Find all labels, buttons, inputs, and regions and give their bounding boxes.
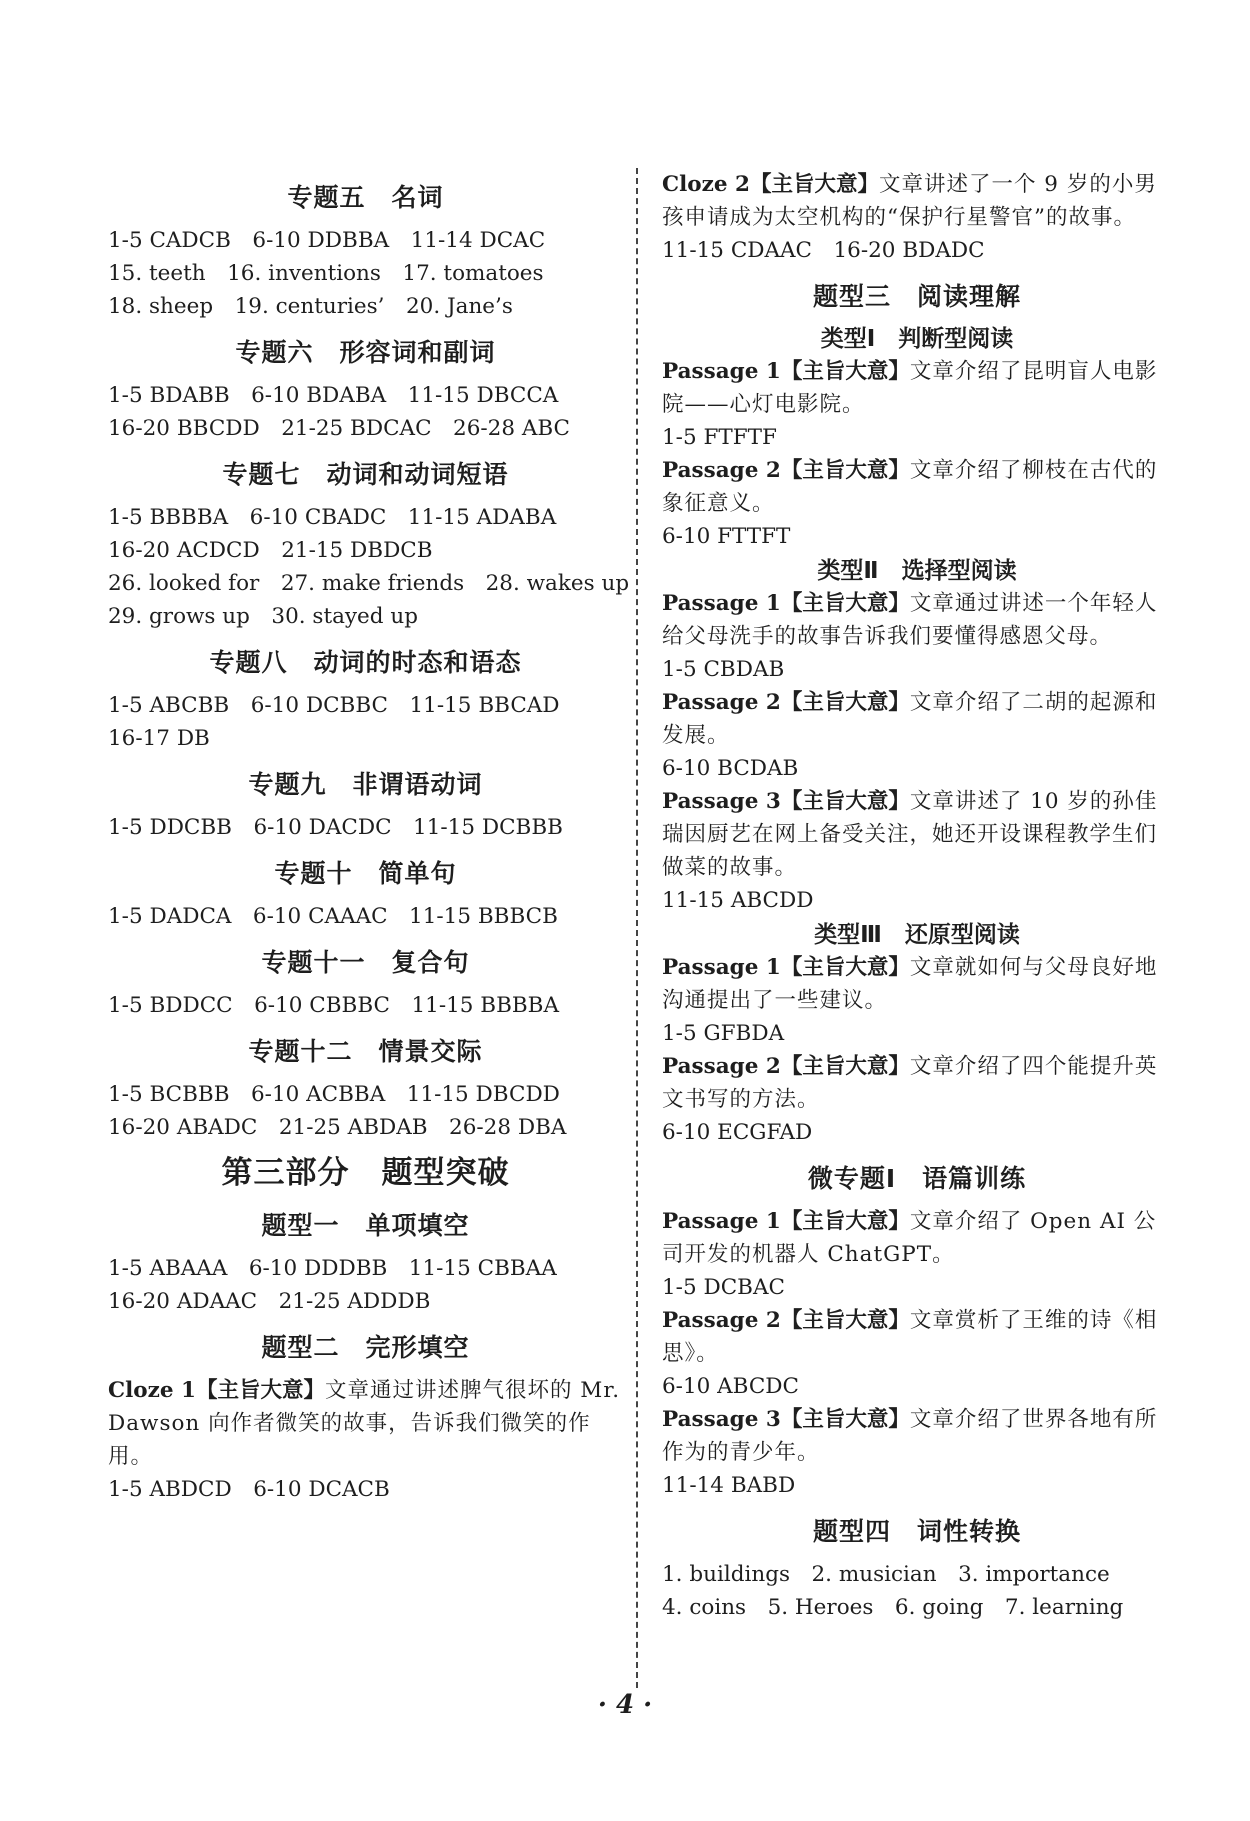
passage-summary (662, 1403, 1172, 1469)
passage-label: Passage 1【主旨大意】 (662, 591, 910, 616)
part-title: 第三部分 题型突破 (221, 1155, 510, 1191)
section-title: 专题十一 复合句 (261, 948, 470, 977)
answer-line: 6-10 BCDAB (662, 756, 799, 781)
section-title: 专题十 简单句 (274, 859, 457, 888)
passage-summary (662, 951, 1172, 1017)
subsection-title: 类型Ⅲ 还原型阅读 (814, 922, 1020, 948)
passage-text: 文章介绍了 Open AI 公司开发的机器人 ChatGPT。 (662, 1209, 1157, 1267)
passage-label: Passage 1【主旨大意】 (662, 359, 910, 384)
passage-summary (108, 1374, 623, 1473)
answer-line: 16-20 ADAAC 21-25 ADDDB (108, 1289, 431, 1314)
passage-text: 文章介绍了世界各地有所作为的青少年。 (662, 1407, 1158, 1465)
answer-line: 1-5 FTFTF (662, 425, 777, 450)
passage-label: Passage 1【主旨大意】 (662, 955, 910, 980)
subsection-title: 类型Ⅰ 判断型阅读 (820, 326, 1014, 352)
passage-label: Passage 3【主旨大意】 (662, 1407, 910, 1432)
answer-line: 1-5 DCBAC (662, 1275, 785, 1300)
answer-line: 6-10 ABCDC (662, 1374, 799, 1399)
answer-line: 26. looked for 27. make friends 28. wakes up (108, 571, 630, 596)
passage-text: 文章介绍了柳枝在古代的象征意义。 (662, 458, 1158, 516)
passage-text: 文章介绍了四个能提升英文书写的方法。 (662, 1054, 1158, 1112)
passage-summary (662, 587, 1172, 653)
section-title: 微专题Ⅰ 语篇训练 (807, 1164, 1027, 1193)
answer-line: 1. buildings 2. musician 3. importance (662, 1562, 1110, 1587)
answer-line: 1-5 BBBBA 6-10 CBADC 11-15 ADABA (108, 505, 557, 530)
answer-line: 1-5 DDCBB 6-10 DACDC 11-15 DCBBB (108, 815, 563, 840)
answer-line: 11-15 CDAAC 16-20 BDADC (662, 238, 985, 263)
answer-line: 1-5 CADCB 6-10 DDBBA 11-14 DCAC (108, 228, 546, 253)
passage-summary (662, 355, 1172, 421)
passage-label: Cloze 2【主旨大意】 (662, 172, 879, 197)
passage-label: Passage 2【主旨大意】 (662, 458, 910, 483)
passage-text: 文章通过讲述一个年轻人给父母洗手的故事告诉我们要懂得感恩父母。 (662, 591, 1158, 649)
answer-line: 16-20 ABADC 21-25 ABDAB 26-28 DBA (108, 1115, 567, 1140)
answer-line: 15. teeth 16. inventions 17. tomatoes (108, 261, 544, 286)
passage-summary (662, 785, 1172, 884)
passage-text: 文章赏析了王维的诗《相思》。 (662, 1308, 1158, 1366)
section-title: 专题八 动词的时态和语态 (209, 648, 522, 677)
passage-summary (662, 168, 1172, 234)
answer-line: 1-5 ABCBB 6-10 DCBBC 11-15 BBCAD (108, 693, 560, 718)
column-divider (636, 168, 638, 1688)
answer-line: 11-14 BABD (662, 1473, 796, 1498)
passage-label: Passage 3【主旨大意】 (662, 789, 910, 814)
passage-label: Passage 1【主旨大意】 (662, 1209, 910, 1234)
passage-label: Cloze 1【主旨大意】 (108, 1378, 325, 1403)
answer-line: 16-20 BBCDD 21-25 BDCAC 26-28 ABC (108, 416, 571, 441)
passage-summary (662, 1205, 1172, 1271)
answer-line: 6-10 ECGFAD (662, 1120, 813, 1145)
passage-label: Passage 2【主旨大意】 (662, 1054, 910, 1079)
section-title: 专题十二 情景交际 (248, 1037, 483, 1066)
answer-line: 16-17 DB (108, 726, 210, 751)
answer-line: 11-15 ABCDD (662, 888, 814, 913)
passage-text: 文章介绍了二胡的起源和发展。 (662, 690, 1158, 748)
section-title: 题型四 词性转换 (812, 1517, 1021, 1546)
answer-line: 1-5 BDABB 6-10 BDABA 11-15 DBCCA (108, 383, 559, 408)
answer-line: 1-5 ABAAA 6-10 DDDBB 11-15 CBBAA (108, 1256, 557, 1281)
passage-text: 文章就如何与父母良好地沟通提出了一些建议。 (662, 955, 1158, 1013)
answer-line: 1-5 DADCA 6-10 CAAAC 11-15 BBBCB (108, 904, 558, 929)
passage-summary (662, 1304, 1172, 1370)
subsection-title: 类型Ⅱ 选择型阅读 (817, 558, 1017, 584)
section-title: 题型一 单项填空 (261, 1211, 470, 1240)
answer-line: 1-5 BCBBB 6-10 ACBBA 11-15 DBCDD (108, 1082, 560, 1107)
answer-line: 1-5 BDDCC 6-10 CBBBC 11-15 BBBBA (108, 993, 560, 1018)
passage-summary (662, 454, 1172, 520)
section-title: 专题五 名词 (287, 183, 444, 212)
page-number: · 4 · (597, 1690, 653, 1720)
section-title: 专题七 动词和动词短语 (222, 460, 509, 489)
passage-text: 文章讲述了 10 岁的孙佳瑞因厨艺在网上备受关注，她还开设课程教学生们做菜的故事。 (662, 789, 1158, 880)
passage-label: Passage 2【主旨大意】 (662, 1308, 910, 1333)
answer-line: 29. grows up 30. stayed up (108, 604, 418, 629)
passage-text: 文章通过讲述脾气很坏的 Mr. Dawson 向作者微笑的故事，告诉我们微笑的作用。 (108, 1378, 621, 1469)
answer-line: 1-5 ABDCD 6-10 DCACB (108, 1477, 390, 1502)
left-column (108, 168, 630, 1506)
passage-summary (662, 1050, 1172, 1116)
answer-line: 16-20 ACDCD 21-15 DBDCB (108, 538, 433, 563)
answer-line: 1-5 CBDAB (662, 657, 785, 682)
answer-line: 18. sheep 19. centuries’ 20. Jane’s (108, 294, 513, 319)
right-column (662, 168, 1172, 1624)
section-title: 题型三 阅读理解 (812, 282, 1021, 311)
answer-line: 6-10 FTTFT (662, 524, 791, 549)
passage-text: 文章介绍了昆明盲人电影院——心灯电影院。 (662, 359, 1158, 417)
passage-label: Passage 2【主旨大意】 (662, 690, 910, 715)
section-title: 题型二 完形填空 (261, 1333, 470, 1362)
passage-text: 文章讲述了一个 9 岁的小男孩申请成为太空机构的“保护行星警官”的故事。 (662, 172, 1157, 230)
section-title: 专题九 非谓语动词 (248, 770, 483, 799)
section-title: 专题六 形容词和副词 (235, 338, 496, 367)
answer-line: 1-5 GFBDA (662, 1021, 785, 1046)
answer-line: 4. coins 5. Heroes 6. going 7. learning (662, 1595, 1124, 1620)
passage-summary (662, 686, 1172, 752)
